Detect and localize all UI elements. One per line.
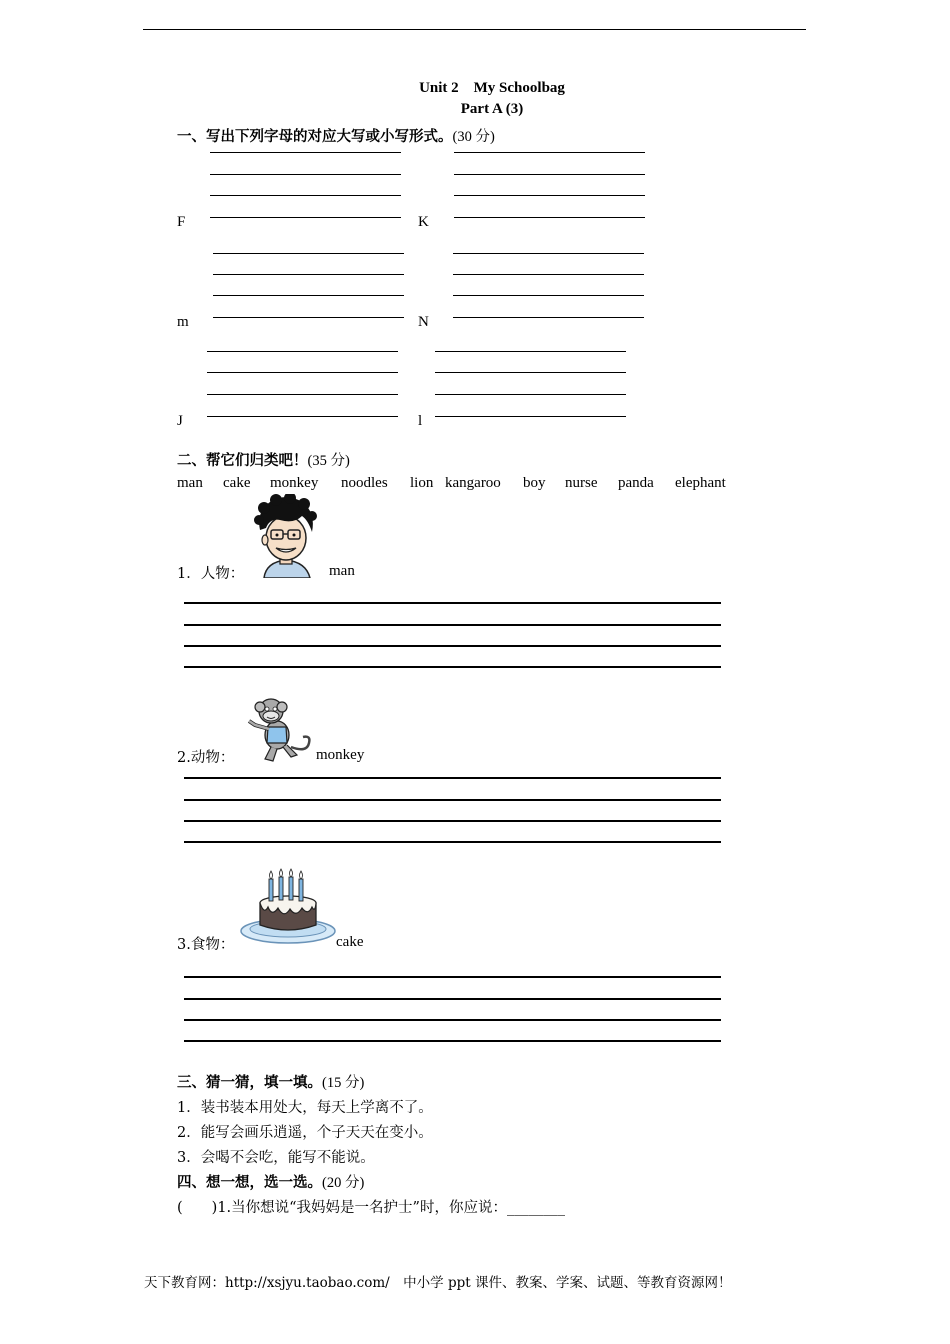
riddle-item: 2．能写会画乐逍遥，个子天天在变小。 (177, 1125, 433, 1141)
writing-line[interactable] (454, 152, 645, 153)
boy-with-glasses-icon (250, 494, 322, 578)
section4-heading-text: 四、想一想，选一选。 (177, 1175, 322, 1191)
word-bank-item: monkey (270, 475, 319, 491)
writing-line[interactable] (207, 351, 398, 352)
writing-line[interactable] (213, 253, 404, 254)
answer-line[interactable] (184, 1019, 721, 1021)
answer-line[interactable] (184, 624, 721, 626)
writing-line[interactable] (453, 253, 644, 254)
group-label-people: 1．人物： (177, 566, 245, 582)
section3-heading (177, 1071, 364, 1092)
section1-heading-text: 一、写出下列字母的对应大写或小写形式。 (177, 129, 453, 145)
answer-line[interactable] (184, 799, 721, 801)
writing-line[interactable] (213, 295, 404, 296)
page-footer: 天下教育网：http://xsjyu.taobao.com/ 中小学 ppt 课件、教案、学案、试题、等教育资源网！ (144, 1275, 732, 1291)
word-bank-item: panda (618, 475, 654, 491)
writing-line[interactable] (453, 317, 644, 318)
monkey-icon (241, 695, 317, 763)
group-example-word: monkey (316, 747, 365, 763)
group-label-animals: 2.动物： (177, 750, 235, 766)
answer-line[interactable] (184, 666, 721, 668)
answer-line[interactable] (184, 645, 721, 647)
writing-line[interactable] (454, 174, 645, 175)
section2-points: (35 分) (307, 453, 350, 469)
writing-line[interactable] (210, 217, 401, 218)
answer-line[interactable] (184, 841, 721, 843)
answer-line[interactable] (184, 1040, 721, 1042)
word-bank-item: nurse (565, 475, 598, 491)
word-bank-item: noodles (341, 475, 388, 491)
word-bank-item: cake (223, 475, 251, 491)
writing-line[interactable] (207, 416, 398, 417)
answer-line[interactable] (184, 820, 721, 822)
word-bank-item: kangaroo (445, 475, 501, 491)
page-title: Unit 2 My Schoolbag (419, 80, 565, 96)
word-bank-item: lion (410, 475, 434, 491)
section1-points: (30 分) (452, 129, 495, 145)
answer-line[interactable] (184, 998, 721, 1000)
writing-line[interactable] (207, 394, 398, 395)
writing-line[interactable] (435, 351, 626, 352)
letter-prompt: l (418, 413, 423, 429)
section4-points: (20 分) (322, 1175, 365, 1191)
writing-line[interactable] (435, 372, 626, 373)
writing-line[interactable] (210, 152, 401, 153)
writing-line[interactable] (213, 317, 404, 318)
writing-line[interactable] (435, 394, 626, 395)
group-example-word: cake (336, 934, 364, 950)
writing-line[interactable] (207, 372, 398, 373)
section3-heading-text: 三、猜一猜，填一填。 (177, 1075, 322, 1091)
answer-line[interactable] (184, 602, 721, 604)
writing-line[interactable] (453, 274, 644, 275)
answer-line[interactable] (184, 976, 721, 978)
writing-line[interactable] (453, 295, 644, 296)
word-bank-item: elephant (675, 475, 726, 491)
header-rule (143, 29, 806, 30)
section4-heading (177, 1171, 364, 1192)
birthday-cake-icon (238, 867, 338, 947)
section2-heading (177, 449, 350, 470)
letter-prompt: J (177, 413, 183, 429)
writing-line[interactable] (213, 274, 404, 275)
section3-points: (15 分) (322, 1075, 365, 1091)
question-item: ( )1.当你想说“我妈妈是一名护士”时，你应说：________ (177, 1200, 565, 1216)
section2-heading-text: 二、帮它们归类吧！ (177, 453, 308, 469)
section1-heading (177, 125, 495, 146)
page-subtitle: Part A (3) (460, 101, 524, 117)
writing-line[interactable] (454, 217, 645, 218)
letter-prompt: N (418, 314, 429, 330)
writing-line[interactable] (435, 416, 626, 417)
riddle-item: 3．会喝不会吃，能写不能说。 (177, 1150, 375, 1166)
writing-line[interactable] (454, 195, 645, 196)
word-bank-item: boy (523, 475, 546, 491)
answer-line[interactable] (184, 777, 721, 779)
letter-prompt: m (177, 314, 189, 330)
writing-line[interactable] (210, 174, 401, 175)
word-bank-item: man (177, 475, 203, 491)
riddle-item: 1．装书装本用处大，每天上学离不了。 (177, 1100, 433, 1116)
group-label-food: 3.食物： (177, 937, 235, 953)
letter-prompt: K (418, 214, 429, 230)
writing-line[interactable] (210, 195, 401, 196)
letter-prompt: F (177, 214, 186, 230)
group-example-word: man (329, 563, 355, 579)
